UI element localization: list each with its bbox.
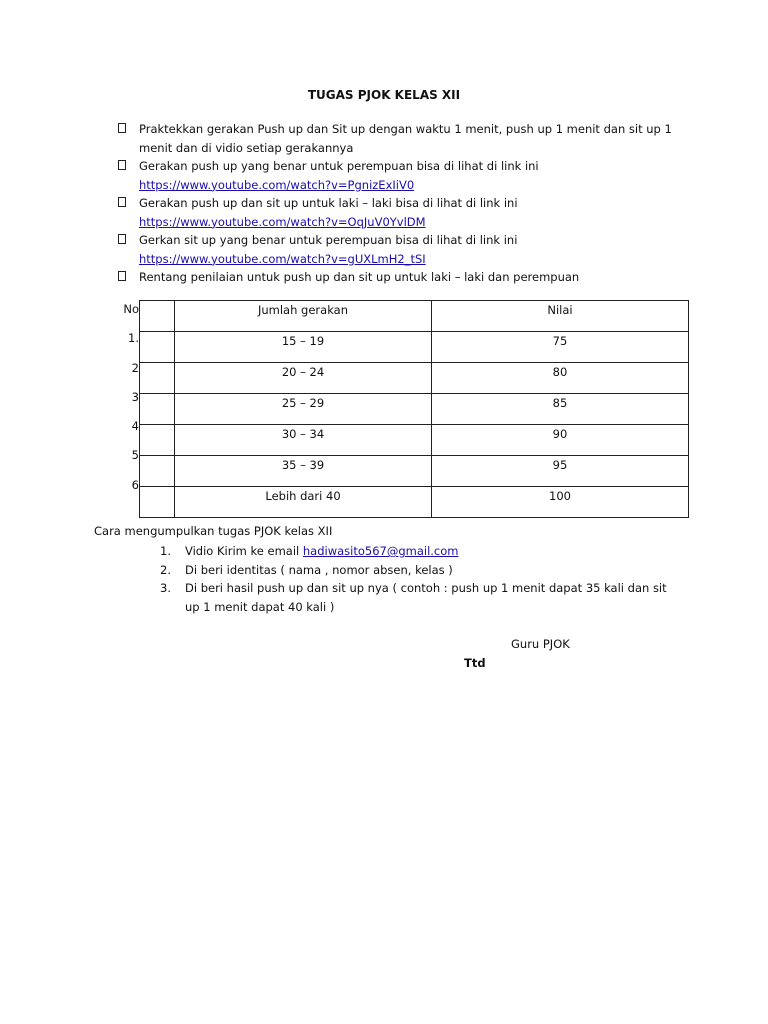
table-cell	[140, 456, 175, 487]
table-header-row	[140, 301, 689, 332]
youtube-link[interactable]: https://www.youtube.com/watch?v=PgnizExIiV0	[139, 177, 415, 192]
score-table	[139, 300, 689, 518]
submission-heading: Cara mengumpulkan tugas PJOK kelas XII	[94, 524, 333, 538]
list-item	[160, 542, 680, 561]
checkbox-bullet-icon	[118, 123, 126, 133]
checkbox-bullet-icon	[118, 234, 126, 244]
checkbox-bullet-icon	[118, 271, 126, 281]
instruction-list	[118, 120, 698, 287]
signature-ttd: Ttd	[464, 656, 486, 670]
table-row	[140, 394, 689, 425]
table-cell	[140, 363, 175, 394]
cell-jumlah: 15 – 19	[175, 332, 432, 363]
table-cell	[140, 425, 175, 456]
cell-jumlah: Lebih dari 40	[175, 487, 432, 518]
step-number: 1.	[160, 544, 171, 558]
cell-jumlah: 25 – 29	[175, 394, 432, 425]
table-cell	[140, 394, 175, 425]
bullet-item	[118, 120, 698, 157]
step-number: 3.	[160, 581, 171, 595]
cell-nilai: 75	[432, 332, 689, 363]
bullet-text: Praktekkan gerakan Push up dan Sit up dengan waktu 1 menit, push up 1 menit dan sit up 1 menit dan di vidio setiap gerakannya	[139, 122, 672, 155]
bullet-item	[118, 231, 698, 268]
step-text: Vidio Kirim ke email	[185, 544, 303, 558]
checkbox-bullet-icon	[118, 160, 126, 170]
cell-nilai: 90	[432, 425, 689, 456]
bullet-text: Gerkan sit up yang benar untuk perempuan bisa di lihat di link ini	[139, 233, 518, 247]
cell-nilai: 80	[432, 363, 689, 394]
bullet-text: Gerakan push up yang benar untuk perempuan bisa di lihat di link ini	[139, 159, 539, 173]
step-text: Di beri hasil push up dan sit up nya ( contoh : push up 1 menit dapat 35 kali dan sit up 1 menit dapat 40 kali )	[185, 581, 667, 614]
bullet-item	[118, 194, 698, 231]
row-number: 5	[131, 448, 139, 463]
table-cell	[140, 301, 175, 332]
header-nilai: Nilai	[432, 301, 689, 332]
row-number: 6	[131, 477, 139, 492]
step-text: Di beri identitas ( nama , nomor absen, kelas )	[185, 562, 453, 577]
list-item	[160, 579, 680, 616]
row-number-column	[112, 300, 139, 505]
table-cell	[140, 332, 175, 363]
table-row	[140, 456, 689, 487]
header-no: No	[123, 302, 139, 316]
table-cell	[140, 487, 175, 518]
row-number: 1.	[128, 331, 139, 346]
checkbox-bullet-icon	[118, 197, 126, 207]
table-row	[140, 332, 689, 363]
table-row	[140, 363, 689, 394]
youtube-link[interactable]: https://www.youtube.com/watch?v=OqJuV0YvlDM	[139, 214, 426, 229]
email-link[interactable]: hadiwasito567@gmail.com	[302, 544, 459, 558]
bullet-text: Gerakan push up dan sit up untuk laki – laki bisa di lihat di link ini	[139, 196, 518, 210]
table-row	[140, 487, 689, 518]
step-number: 2.	[160, 562, 171, 577]
table-row	[140, 425, 689, 456]
cell-nilai: 100	[432, 487, 689, 518]
cell-jumlah: 30 – 34	[175, 425, 432, 456]
header-jumlah: Jumlah gerakan	[175, 301, 432, 332]
cell-jumlah: 35 – 39	[175, 456, 432, 487]
cell-jumlah: 20 – 24	[175, 363, 432, 394]
list-item	[160, 561, 680, 580]
youtube-link[interactable]: https://www.youtube.com/watch?v=gUXLmH2_tSI	[139, 251, 426, 266]
bullet-item	[118, 268, 698, 287]
row-number: 4	[131, 419, 139, 434]
signature-role: Guru PJOK	[511, 637, 570, 651]
bullet-item	[118, 157, 698, 194]
submission-steps	[160, 542, 680, 616]
document-title: TUGAS PJOK KELAS XII	[307, 88, 461, 102]
cell-nilai: 85	[432, 394, 689, 425]
bullet-text: Rentang penilaian untuk push up dan sit up untuk laki – laki dan perempuan	[139, 270, 580, 284]
row-number: 2	[131, 360, 139, 375]
row-number: 3	[131, 389, 139, 404]
cell-nilai: 95	[432, 456, 689, 487]
